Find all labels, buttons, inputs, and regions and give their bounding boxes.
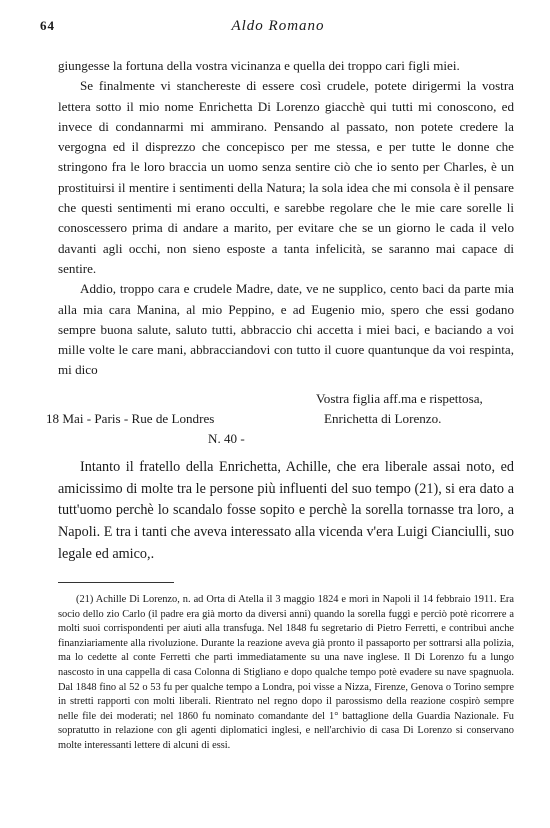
- page-number: 64: [40, 18, 55, 33]
- paragraph: giungesse la fortuna della vostra vicinanza e quella dei troppo cari figli miei.: [58, 58, 460, 73]
- footnote-rule: [58, 582, 174, 583]
- letter-body: [46, 56, 514, 449]
- paragraph: Se finalmente vi stanchereste di essere così crudele, potete dirigermi la vostra lettera sotto il mio nome Enrichetta Di Lorenzo giacchè qui tutti mi conoscono, ed invece di condannarmi mi ammirano. Pensando al passato, non potete credere la vergogna ed il disprezzo che concepisco per me stessa, e per tutte le donne che stringono fra le loro braccia un uomo senza sentire ciò che io sento per Charles, è un prostituirsi il mentire i sentimenti della Natura; la sola idea che mi consola è il pensare che questi sentimenti mi erano occulti, e sarebbe regolare che le mie care sorelle li conoscessero prima di andare a marito, per evitare che se un giorno le cada il velo davanti agli occhi, non sieno esposte a tanta infelicità, se saranno mai capace di sentire.: [58, 78, 514, 276]
- signature-block: [46, 389, 514, 449]
- paragraph: Addio, troppo cara e crudele Madre, date, ve ne supplico, cento baci da parte mia alla mia cara Manina, al mio Peppino, e ad Eugenio mio, spero che essi godano sempre buona salute, saluto tutti, abbraccio chi accetta i miei baci, e baciando a voi mille volte le care mani, abbracciandovi con tutto il cuore quantunque da voi respinta, mi dico: [58, 281, 514, 378]
- date-place-line: 18 Mai - Paris - Rue de Londres: [46, 410, 215, 426]
- paragraph: Intanto il fratello della Enrichetta, Achille, che era liberale assai noto, ed amicissimo di molte tra le persone più influenti del suo tempo (21), si era dato a tutt'uomo perchè lo scandalo fosse sopito e perchè la sorella tornasse tra loro, a Napoli. E tra i tanti che aveva interessato alla vicenda v'era Luigi Cianciulli, suo legale ed amico,.: [58, 459, 515, 562]
- narrative-text: [58, 457, 514, 566]
- closing-line: Vostra figlia aff.ma e rispettosa,: [316, 390, 483, 406]
- signer-name: Enrichetta di Lorenzo.: [324, 410, 442, 426]
- footnote-text: (21) Achille Di Lorenzo, n. ad Orta di Atella il 3 maggio 1824 e morì in Napoli il 14 febbraio 1911. Era socio dello zio Carlo (il padre era già morto da diversi anni) quando la sorella fuggì e perciò potè ricorrere a molti suoi corrispondenti per aiuti alla transfuga. Nel 1848 fu segretario di Pietro Ferretti, e contribuì anche finanziariamente alla rivoluzione. Durante la reazione aveva già pronto il passaporto per sottrarsi alla polizia, ma lo cedette al conte Ferretti che partì immediatamente su una nave inglese. Il Di Lorenzo fu a lungo nascosto in una cappella di casa Colonna di Stigliano e dopo qualche tempo potè evadere su nave spagnuola. Dal 1848 fino al 52 o 53 fu per qualche tempo a Londra, poi visse a Nizza, Firenze, Genova o Torino sempre in stretti rapporti con molti liberali. Rientrato nel regno dopo il parossismo della reazione cospirò sempre nelle file dei moderati; nel 1860 fu nominato comandante del 1° battaglione della Guardia Nazionale. Fu sopratutto in relazione con gli agenti diplomatici inglesi, e nell'archivio di casa Di Lorenzo si conservano molte interessanti lettere di alcuni di essi.: [58, 594, 514, 751]
- running-head: Aldo Romano: [231, 18, 325, 34]
- page-header: [40, 18, 516, 38]
- letter-number: N. 40 -: [208, 430, 245, 446]
- footnote: [58, 593, 514, 754]
